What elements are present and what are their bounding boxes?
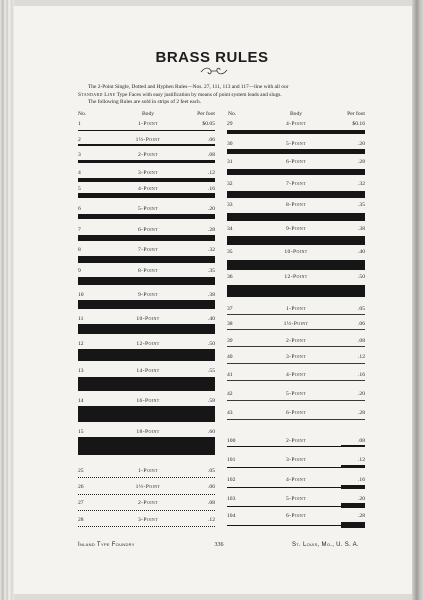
rule-sample: [78, 130, 215, 131]
rule-number: 26: [78, 484, 84, 490]
rule-sample: [227, 314, 365, 315]
rule-body: 6-Point: [285, 513, 307, 519]
rule-number: 36: [227, 274, 233, 280]
rule-price: .06: [208, 484, 215, 490]
rule-body: 3-Point: [137, 170, 159, 176]
rule-number: 15: [78, 429, 84, 435]
rule-body: 2-Point: [137, 500, 159, 506]
rule-price: $0.05: [202, 121, 215, 127]
thick-rule-sample: [341, 465, 365, 468]
rule-number: 5: [78, 186, 81, 192]
rule-body: 7-Point: [137, 247, 159, 253]
rule-number: 102: [227, 477, 236, 483]
intro-text: [78, 84, 366, 107]
rule-price: .38: [358, 226, 365, 232]
rule-sample: [78, 406, 215, 422]
rule-body: 5-Point: [137, 206, 159, 212]
rule-price: .35: [208, 268, 215, 274]
rule-body: 10-Point: [284, 249, 308, 255]
rule-sample: [78, 235, 215, 241]
rule-sample: [78, 349, 215, 361]
rule-body: 1-Point: [137, 121, 159, 127]
rule-sample: [227, 329, 365, 330]
rule-number: 100: [227, 438, 236, 444]
intro-line-2: [78, 92, 366, 100]
rule-number: 11: [78, 316, 84, 322]
rule-price: .08: [208, 500, 215, 506]
rule-sample: [78, 437, 215, 455]
rule-sample: [227, 380, 365, 381]
rule-price: .28: [358, 159, 365, 165]
rule-number: 2: [78, 137, 81, 143]
rule-price: .32: [358, 181, 365, 187]
rule-number: 1: [78, 121, 81, 127]
rule-number: 7: [78, 227, 81, 233]
rule-sample: [78, 510, 215, 511]
rule-body: 8-Point: [137, 268, 159, 274]
rule-body: 5-Point: [285, 496, 307, 502]
rule-number: 25: [78, 468, 84, 474]
rule-number: 28: [78, 517, 84, 523]
rule-price: .06: [358, 321, 365, 327]
rule-body: 2-Point: [137, 152, 159, 158]
rule-body: 5-Point: [285, 391, 307, 397]
rule-body: 6-Point: [285, 159, 307, 165]
rule-body: 5-Point: [285, 141, 307, 147]
page-number: 336: [214, 542, 224, 548]
thin-rule-sample: [227, 467, 341, 468]
rule-price: .38: [208, 292, 215, 298]
rule-price: .20: [358, 496, 365, 502]
rule-number: 6: [78, 206, 81, 212]
rule-number: 33: [227, 202, 233, 208]
thick-rule-sample: [341, 445, 365, 447]
rule-price: .28: [208, 227, 215, 233]
rule-price: .16: [358, 372, 365, 378]
right-header-no: No.: [228, 111, 237, 117]
rule-number: 14: [78, 398, 84, 404]
rule-price: .50: [358, 274, 365, 280]
intro-line-3: The following Rules are sold in strips of 2 feet each.: [88, 99, 202, 105]
rule-price: .40: [208, 316, 215, 322]
rule-sample: [227, 213, 365, 221]
rule-number: 3: [78, 152, 81, 158]
rule-number: 38: [227, 321, 233, 327]
thin-rule-sample: [227, 446, 341, 447]
rule-sample: [227, 363, 365, 364]
rule-number: 39: [227, 338, 233, 344]
rule-sample: [227, 169, 365, 175]
rule-price: $0.16: [352, 121, 365, 127]
rule-body: 18-Point: [136, 429, 160, 435]
rule-body: 1-Point: [137, 468, 159, 474]
rule-price: .08: [208, 152, 215, 158]
page-title: BRASS RULES: [155, 49, 269, 66]
rule-number: 29: [227, 121, 233, 127]
rule-price: .05: [358, 306, 365, 312]
rule-number: 104: [227, 513, 236, 519]
intro-line-1: The 2-Point Single, Dotted and Hyphen Rules—Nos. 27, 111, 113 and 117—line with all our: [88, 84, 289, 90]
rule-price: .20: [358, 141, 365, 147]
rule-price: .12: [208, 517, 215, 523]
rule-number: 32: [227, 181, 233, 187]
rule-number: 12: [78, 341, 84, 347]
rule-price: .16: [358, 477, 365, 483]
rule-number: 8: [78, 247, 81, 253]
rule-body: 3-Point: [137, 517, 159, 523]
rule-body: 1½-Point: [283, 321, 309, 327]
rule-price: .55: [208, 368, 215, 374]
rule-body: 12-Point: [284, 274, 308, 280]
rule-sample: [227, 149, 365, 154]
rule-body: 6-Point: [285, 410, 307, 416]
rule-body: 6-Point: [137, 227, 159, 233]
rule-price: .50: [208, 341, 215, 347]
rule-body: 9-Point: [137, 292, 159, 298]
rule-sample: [78, 494, 215, 495]
rule-number: 13: [78, 368, 84, 374]
rule-sample: [78, 324, 215, 334]
left-header-price: Per foot: [197, 111, 215, 117]
rule-price: .20: [208, 206, 215, 212]
rule-sample: [78, 256, 215, 263]
rule-price: .05: [208, 468, 215, 474]
rule-body: 1½-Point: [135, 484, 161, 490]
right-header-body: Body: [289, 111, 303, 117]
rule-sample: [78, 277, 215, 285]
rule-number: 27: [78, 500, 84, 506]
rule-sample: [227, 285, 365, 297]
rule-number: 4: [78, 170, 81, 176]
right-header-price: Per foot: [347, 111, 365, 117]
rule-price: .35: [358, 202, 365, 208]
thick-rule-sample: [341, 485, 365, 489]
rule-price: .08: [358, 438, 365, 444]
rule-price: .28: [358, 410, 365, 416]
rule-sample: [78, 377, 215, 391]
rule-body: 4-Point: [285, 372, 307, 378]
rule-number: 35: [227, 249, 233, 255]
rule-body: 8-Point: [285, 202, 307, 208]
rule-price: .40: [358, 249, 365, 255]
rule-body: 12-Point: [136, 341, 160, 347]
rule-price: .60: [208, 429, 215, 435]
left-header-body: Body: [141, 111, 155, 117]
standard-line-label: Standard Line: [78, 91, 116, 98]
rule-body: 4-Point: [285, 477, 307, 483]
rule-price: .32: [208, 247, 215, 253]
rule-number: 42: [227, 391, 233, 397]
thin-rule-sample: [227, 487, 341, 488]
rule-sample: [78, 160, 215, 163]
rule-sample: [78, 144, 215, 146]
rule-body: 3-Point: [285, 354, 307, 360]
footer-foundry: Inland Type Foundry: [78, 542, 135, 548]
rule-body: 3-Point: [285, 457, 307, 463]
left-header-no: No.: [78, 111, 87, 117]
rule-sample: [227, 346, 365, 347]
rule-body: 14-Point: [136, 368, 160, 374]
rule-sample: [78, 300, 215, 309]
rule-price: .16: [208, 186, 215, 192]
rule-number: 9: [78, 268, 81, 274]
rule-number: 31: [227, 159, 233, 165]
rule-number: 34: [227, 226, 233, 232]
rule-body: 16-Point: [136, 398, 160, 404]
page-edge-shadow: [412, 0, 424, 600]
rule-sample: [78, 214, 215, 219]
rule-number: 10: [78, 292, 84, 298]
rule-number: 41: [227, 372, 233, 378]
rule-body: 9-Point: [285, 226, 307, 232]
rule-price: .08: [358, 338, 365, 344]
rule-sample: [227, 130, 365, 134]
thick-rule-sample: [341, 522, 365, 528]
rule-body: 2-Point: [285, 438, 307, 444]
rule-body: 4-Point: [285, 121, 307, 127]
rule-sample: [78, 477, 215, 478]
rule-price: .58: [208, 398, 215, 404]
rule-number: 103: [227, 496, 236, 502]
rule-body: 7-Point: [285, 181, 307, 187]
book-spine-edge: [0, 0, 14, 600]
rule-sample: [227, 236, 365, 245]
rule-number: 101: [227, 457, 236, 463]
rule-sample: [227, 260, 365, 270]
rule-sample: [78, 178, 215, 182]
rule-price: .12: [358, 354, 365, 360]
intro-line-2-rest: Type Faces with easy justification by means of point system leads and slugs.: [115, 91, 282, 98]
rule-price: .20: [358, 391, 365, 397]
rule-sample: [227, 191, 365, 198]
rule-price: .12: [358, 457, 365, 463]
rule-body: 1½-Point: [135, 137, 161, 143]
rule-body: 4-Point: [137, 186, 159, 192]
rule-price: .06: [208, 137, 215, 143]
rule-sample: [227, 419, 365, 420]
rule-price: .28: [358, 513, 365, 519]
footer-location: St. Louis, Mo., U. S. A.: [292, 542, 359, 548]
rule-body: 2-Point: [285, 338, 307, 344]
thick-rule-sample: [341, 503, 365, 508]
rule-number: 43: [227, 410, 233, 416]
ornament-icon: [199, 66, 229, 76]
rule-number: 37: [227, 306, 233, 312]
rule-body: 10-Point: [136, 316, 160, 322]
rule-sample: [78, 193, 215, 198]
thin-rule-sample: [227, 506, 341, 507]
thin-rule-sample: [227, 525, 341, 526]
rule-number: 30: [227, 141, 233, 147]
rule-price: .12: [208, 170, 215, 176]
rule-sample: [78, 526, 215, 527]
rule-number: 40: [227, 354, 233, 360]
rule-body: 1-Point: [285, 306, 307, 312]
rule-sample: [227, 400, 365, 401]
